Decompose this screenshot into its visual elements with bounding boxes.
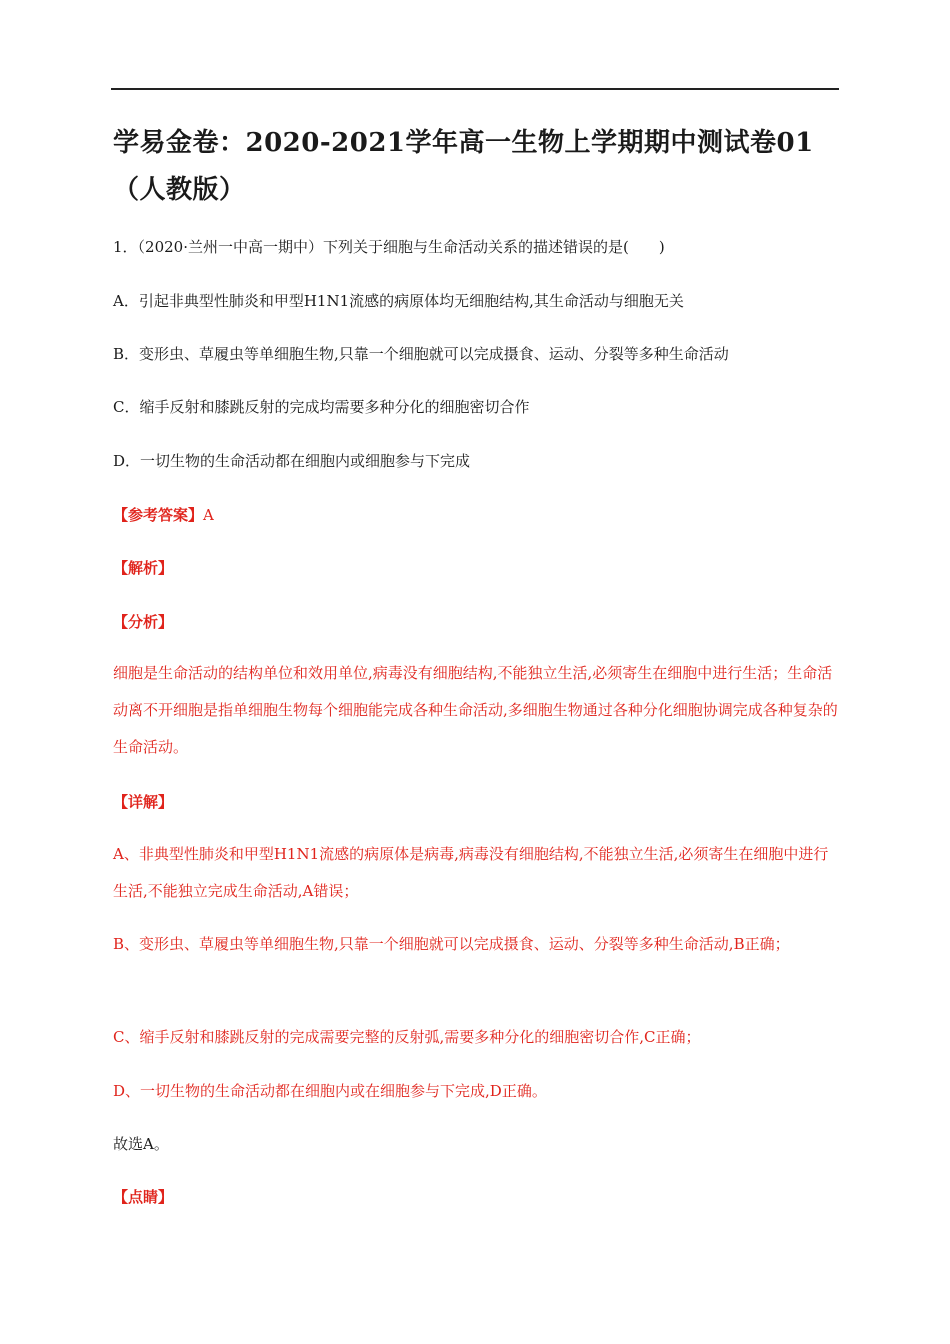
option-c: C．缩手反射和膝跳反射的完成均需要多种分化的细胞密切合作 bbox=[113, 398, 530, 416]
detail-b: B、变形虫、草履虫等单细胞生物,只靠一个细胞就可以完成摄食、运动、分裂等多种生命活动,B正确； bbox=[113, 935, 790, 953]
analysis-paragraph: 细胞是生命活动的结构单位和效用单位,病毒没有细胞结构,不能独立生活,必须寄生在细胞中进行生活；生命活动离不开细胞是指单细胞生物每个细胞能完成各种生命活动,多细胞生物通过各种分化细胞协调完成各种复杂的生命活动。 bbox=[113, 664, 838, 756]
question-stem: 1．（2020·兰州一中高一期中）下列关于细胞与生命活动关系的描述错误的是( ) bbox=[113, 238, 665, 256]
header-rule bbox=[111, 88, 839, 90]
detail-a: A、非典型性肺炎和甲型H1N1流感的病原体是病毒,病毒没有细胞结构,不能独立生活,必须寄生在细胞中进行生活,不能独立完成生命活动,A错误； bbox=[113, 845, 829, 900]
section-jiexi: 【解析】 bbox=[113, 559, 174, 577]
answer-value: A bbox=[203, 506, 214, 524]
answer-label: 【参考答案】 bbox=[113, 506, 204, 524]
page-title: 学易金卷：2020-2021学年高一生物上学期期中测试卷01（人教版） bbox=[113, 128, 814, 205]
detail-c: C、缩手反射和膝跳反射的完成需要完整的反射弧,需要多种分化的细胞密切合作,C正确； bbox=[113, 1028, 701, 1046]
section-fenxi: 【分析】 bbox=[113, 613, 174, 631]
option-d: D．一切生物的生命活动都在细胞内或细胞参与下完成 bbox=[113, 452, 471, 470]
conclusion: 故选A。 bbox=[113, 1135, 169, 1153]
option-a: A．引起非典型性肺炎和甲型H1N1流感的病原体均无细胞结构,其生命活动与细胞无关 bbox=[113, 292, 684, 310]
detail-d: D、一切生物的生命活动都在细胞内或在细胞参与下完成,D正确。 bbox=[113, 1082, 547, 1100]
option-b: B．变形虫、草履虫等单细胞生物,只靠一个细胞就可以完成摄食、运动、分裂等多种生命活动 bbox=[113, 345, 729, 363]
reference-answer bbox=[113, 505, 214, 525]
section-dianjing: 【点睛】 bbox=[113, 1188, 174, 1206]
section-xiangjie: 【详解】 bbox=[113, 793, 174, 811]
